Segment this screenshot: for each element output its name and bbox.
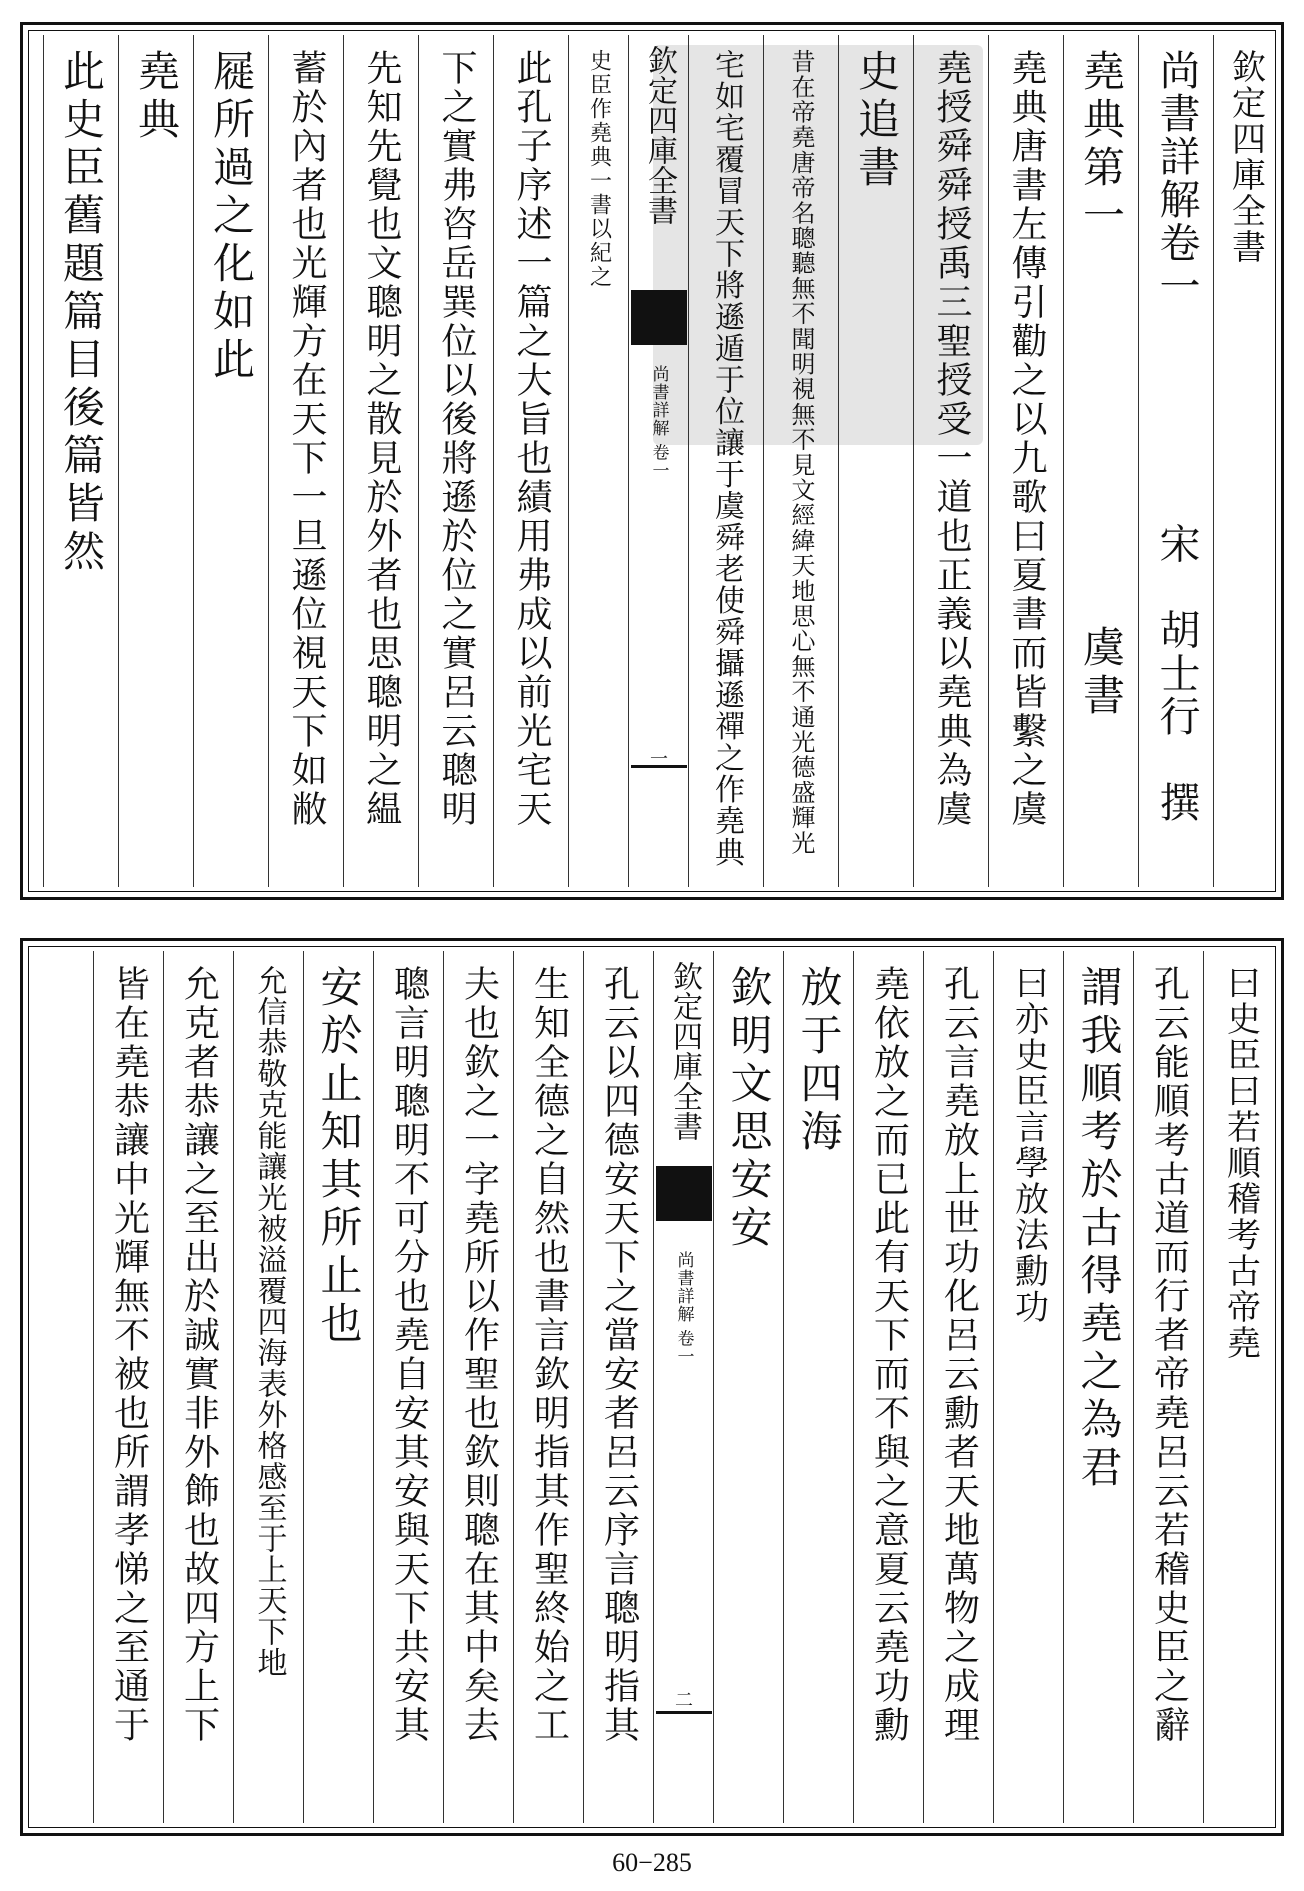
text-column: 欽明文思安安 — [713, 951, 783, 1823]
text-column: 允克者恭讓之至出於誠實非外飾也故四方上下 — [163, 951, 233, 1823]
text-column: 此孔子序述一篇之大旨也績用弗成以前光宅天 — [493, 35, 568, 887]
text-column: 皆在堯恭讓中光輝無不被也所謂孝悌之至通于 — [93, 951, 163, 1823]
text-column: 堯典唐書左傳引勸之以九歌曰夏書而皆繫之虞 — [988, 35, 1063, 887]
text-column: 史追書 — [838, 35, 913, 887]
text-column: 謂我順考於古得堯之為君 — [1063, 951, 1133, 1823]
fishtail-mark — [631, 290, 687, 345]
text-column: 孔云言堯放上世功化呂云勳者天地萬物之成理 — [923, 951, 993, 1823]
text-column: 允信恭敬克能讓光被溢覆四海表外格感至于上天下地 — [233, 951, 303, 1823]
page-center-fold — [628, 35, 689, 887]
text-column: 孔云能順考古道而行者帝堯呂云若稽史臣之辭 — [1133, 951, 1203, 1823]
text-column: 尚書詳解卷一 宋 胡士行 撰 — [1138, 35, 1213, 887]
text-column: 堯依放之而已此有天下而不與之意夏云堯功勳 — [853, 951, 923, 1823]
folio-label: 尚書詳解 卷一 — [648, 365, 669, 480]
text-column: 下之實弗咨岳巽位以後將遜於位之實呂云聰明 — [418, 35, 493, 887]
folio-page-number: 一 — [650, 749, 668, 770]
folio-label: 尚書詳解 卷一 — [673, 1251, 694, 1366]
fold-title: 欽定四庫全書 — [642, 45, 677, 225]
text-column: 曰史臣曰若順稽考古帝堯 — [1203, 951, 1277, 1823]
text-column: 放于四海 — [783, 951, 853, 1823]
text-column: 堯典第一 虞書 — [1063, 35, 1138, 887]
annotation-column: 史臣作堯典一書以紀之 — [568, 35, 628, 887]
text-column: 聰言明聰明不可分也堯自安其安與天下共安其 — [373, 951, 443, 1823]
text-column: 此史臣舊題篇目後篇皆然 — [43, 35, 118, 887]
fold-title: 欽定四庫全書 — [667, 961, 702, 1141]
text-column: 堯授舜舜授禹三聖授受一道也正義以堯典為虞 — [913, 35, 988, 887]
bottom-page-panel — [20, 938, 1284, 1836]
text-column: 夫也欽之一字堯所以作聖也欽則聰在其中矣去 — [443, 951, 513, 1823]
text-column: 生知全德之自然也書言欽明指其作聖終始之工 — [513, 951, 583, 1823]
text-column: 堯典 — [118, 35, 193, 887]
text-column: 昔在帝堯唐帝名聰聽無不聞明視無不見文經緯天地思心無不通光德盛輝光 — [763, 35, 838, 887]
text-column: 曰亦史臣言學放法勳功 — [993, 951, 1063, 1823]
text-column: 蓄於內者也光輝方在天下一旦遜位視天下如敝 — [268, 35, 343, 887]
text-column: 孔云以四德安天下之當安者呂云序言聰明指其 — [583, 951, 653, 1823]
page-center-fold — [653, 951, 714, 1823]
fishtail-mark — [656, 1166, 712, 1221]
book-title-column: 欽定四庫全書 — [1213, 35, 1277, 887]
text-column: 安於止知其所止也 — [303, 951, 373, 1823]
page-number-footer: 60−285 — [612, 1848, 692, 1877]
top-page-panel — [20, 22, 1284, 900]
text-column: 先知先覺也文聰明之散見於外者也思聰明之緼 — [343, 35, 418, 887]
folio-page-number: 二 — [675, 1690, 693, 1711]
text-column: 屣所過之化如此 — [193, 35, 268, 887]
text-column: 宅如宅覆冒天下將遜遁于位讓于虞舜老使舜攝遜禪之作堯典 — [688, 35, 763, 887]
